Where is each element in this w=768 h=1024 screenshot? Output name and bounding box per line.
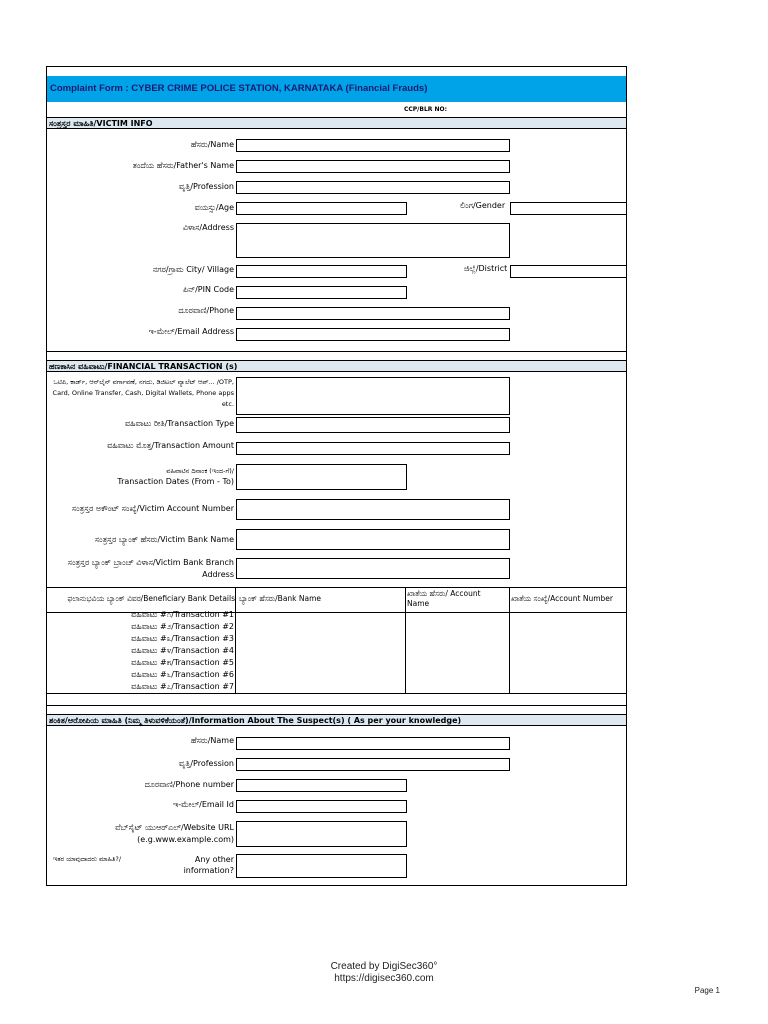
transaction-type-field[interactable] <box>236 417 510 433</box>
victim-name-label: ಹೆಸರು/Name <box>190 140 234 149</box>
victim-phone-label: ದೂರವಾಣಿ/Phone <box>178 306 234 315</box>
victim-profession-label: ವೃತ್ತಿ/Profession <box>178 182 234 191</box>
suspect-profession-field[interactable] <box>236 758 510 771</box>
transaction-row-7: ವಹಿವಾಟು #೭/Transaction #7 <box>131 682 234 691</box>
transaction-dates-field[interactable] <box>236 464 407 490</box>
payment-mode-label: ಒಟಿಪಿ, ಕಾರ್ಡ್, ಆನ್‌ಲೈನ್ ವರ್ಗಾವಣೆ, ನಗದು, ಡಿಜಿಟಲ್ ವ್ಯಾಲೆಟ್ ಆಪ್... /OTP, Card, Online Transfer, Cash, Digital Wallets, Phone apps etc. <box>52 378 234 408</box>
table-col-divider <box>509 587 510 693</box>
victim-father-label: ತಂದೆಯ ಹೆಸರು/Father's Name <box>132 161 234 170</box>
suspect-email-field[interactable] <box>236 800 407 813</box>
transaction-row-1: ವಹಿವಾಟು #೧/Transaction #1 <box>131 610 234 619</box>
victim-pin-field[interactable] <box>236 286 407 299</box>
victim-account-number-field[interactable] <box>236 499 510 520</box>
divider <box>47 705 626 706</box>
complaint-form-sheet <box>46 66 627 886</box>
transaction-amount-field[interactable] <box>236 442 510 455</box>
other-info-field[interactable] <box>236 854 407 878</box>
transaction-type-label: ವಹಿವಾಟು ರೀತಿ/Transaction Type <box>124 419 234 428</box>
suspect-email-label: ಇ-ಮೇಲ್/Email Id <box>173 800 234 809</box>
victim-bank-branch-label: ಸಂತ್ರಸ್ತರ ಬ್ಯಾಂಕ್ ಬ್ರಾಂಚ್ ವಿಳಾಸ/Victim Bank Branch <box>67 558 234 567</box>
account-name-header: ಖಾತೆಯ ಹೆಸರು/ Account Name <box>407 589 481 608</box>
ccp-number-label: CCP/BLR NO: <box>403 106 447 113</box>
victim-district-label: ಜಿಲ್ಲೆ/District <box>464 264 508 273</box>
suspect-website-example: (e.g.www.example.com) <box>137 835 234 844</box>
victim-email-field[interactable] <box>236 328 510 341</box>
suspect-profession-label: ವೃತ್ತಿ/Profession <box>178 759 234 768</box>
transaction-row-5: ವಹಿವಾಟು #೫/Transaction #5 <box>131 658 234 667</box>
table-bottom-border <box>47 693 626 694</box>
transaction-row-3: ವಹಿವಾಟು #೩/Transaction #3 <box>131 634 234 643</box>
victim-account-number-label: ಸಂತ್ರಸ್ತರ ಅಕೌಂಟ್ ಸಂಖ್ಯೆ/Victim Account Number <box>71 504 234 513</box>
transaction-row-4: ವಹಿವಾಟು #೪/Transaction #4 <box>131 646 234 655</box>
other-info-label-2: information? <box>183 866 234 875</box>
table-top-border <box>47 587 626 588</box>
victim-bank-name-field[interactable] <box>236 529 510 550</box>
suspect-phone-field[interactable] <box>236 779 407 792</box>
victim-city-field[interactable] <box>236 265 407 278</box>
page-number: Page 1 <box>694 986 720 995</box>
victim-email-label: ಇ-ಮೇಲ್/Email Address <box>148 327 234 336</box>
transaction-row-2: ವಹಿವಾಟು #೨/Transaction #2 <box>131 622 234 631</box>
suspect-website-field[interactable] <box>236 821 407 847</box>
victim-district-field[interactable] <box>510 265 627 278</box>
victim-age-field[interactable] <box>236 202 407 215</box>
victim-address-label: ವಿಳಾಸ/Address <box>182 223 234 232</box>
suspect-info-header: ಶಂಕಿತ/ಆರೋಪಿಯ ಮಾಹಿತಿ (ನಿಮ್ಮ ತಿಳುವಳಿಕೆಯಂತೆ)/Information About The Suspect(s) ( As per your knowledge) <box>47 714 626 726</box>
form-title: Complaint Form : CYBER CRIME POLICE STATION, KARNATAKA (Financial Frauds) <box>47 76 626 102</box>
victim-father-field[interactable] <box>236 160 510 173</box>
victim-age-label: ವಯಸ್ಸು/Age <box>194 203 234 212</box>
transaction-dates-label: Transaction Dates (From - To) <box>117 477 234 486</box>
victim-phone-field[interactable] <box>236 307 510 320</box>
other-info-label: Any other <box>194 855 234 864</box>
victim-bank-branch-field[interactable] <box>236 558 510 579</box>
transaction-dates-kn-label: ವಹಿವಾಟಿನ ದಿನಾಂಕ (ಇಂದ-ಗೆ)/ <box>166 467 234 475</box>
victim-pin-label: ಪಿನ್/PIN Code <box>182 285 234 294</box>
bank-name-header: ಬ್ಯಾಂಕ್ ಹೆಸರು/Bank Name <box>239 594 322 603</box>
created-by: Created by DigiSec360° <box>330 961 438 972</box>
victim-address-field[interactable] <box>236 223 510 258</box>
other-info-kn-label: ಇತರ ಯಾವುದಾದರು ಮಾಹಿತಿ?/ <box>53 855 122 863</box>
victim-info-header: ಸಂತ್ರಸ್ತರ ಮಾಹಿತಿ/VICTIM INFO <box>47 117 626 129</box>
creator-url[interactable]: https://digisec360.com <box>334 973 434 984</box>
victim-bank-branch-label-2: Address <box>202 570 234 579</box>
beneficiary-header: ಫಲಾನುಭವಿಯ ಬ್ಯಾಂಕ್ ವಿವರ/Beneficiary Bank Details <box>67 594 235 603</box>
victim-bank-name-label: ಸಂತ್ರಸ್ತರ ಬ್ಯಾಂಕ್ ಹೆಸರು/Victim Bank Name <box>94 535 234 544</box>
suspect-website-label: ವೆಬ್‌ಸೈಟ್ ಯುಆರ್‌ಎಲ್/Website URL <box>115 823 234 832</box>
victim-gender-label: ಲಿಂಗ/Gender <box>460 201 506 210</box>
divider <box>47 351 626 352</box>
table-col-divider <box>235 587 236 693</box>
account-number-header: ಖಾತೆಯ ಸಂಖ್ಯೆ/Account Number <box>511 594 613 603</box>
suspect-name-label: ಹೆಸರು/Name <box>190 736 234 745</box>
financial-transaction-header: ಹಣಕಾಸಿನ ವಹಿವಾಟು/FINANCIAL TRANSACTION (s) <box>47 360 626 372</box>
transaction-amount-label: ವಹಿವಾಟು ಮೊತ್ತ/Transaction Amount <box>107 441 234 450</box>
victim-gender-field[interactable] <box>510 202 627 215</box>
victim-profession-field[interactable] <box>236 181 510 194</box>
suspect-phone-label: ದೂರವಾಣಿ/Phone number <box>144 780 234 789</box>
victim-city-label: ನಗರ/ಗ್ರಾಮ City/ Village <box>152 265 234 274</box>
payment-mode-field[interactable] <box>236 377 510 415</box>
transaction-row-6: ವಹಿವಾಟು #೬/Transaction #6 <box>131 670 234 679</box>
table-col-divider <box>405 587 406 693</box>
victim-name-field[interactable] <box>236 139 510 152</box>
suspect-name-field[interactable] <box>236 737 510 750</box>
